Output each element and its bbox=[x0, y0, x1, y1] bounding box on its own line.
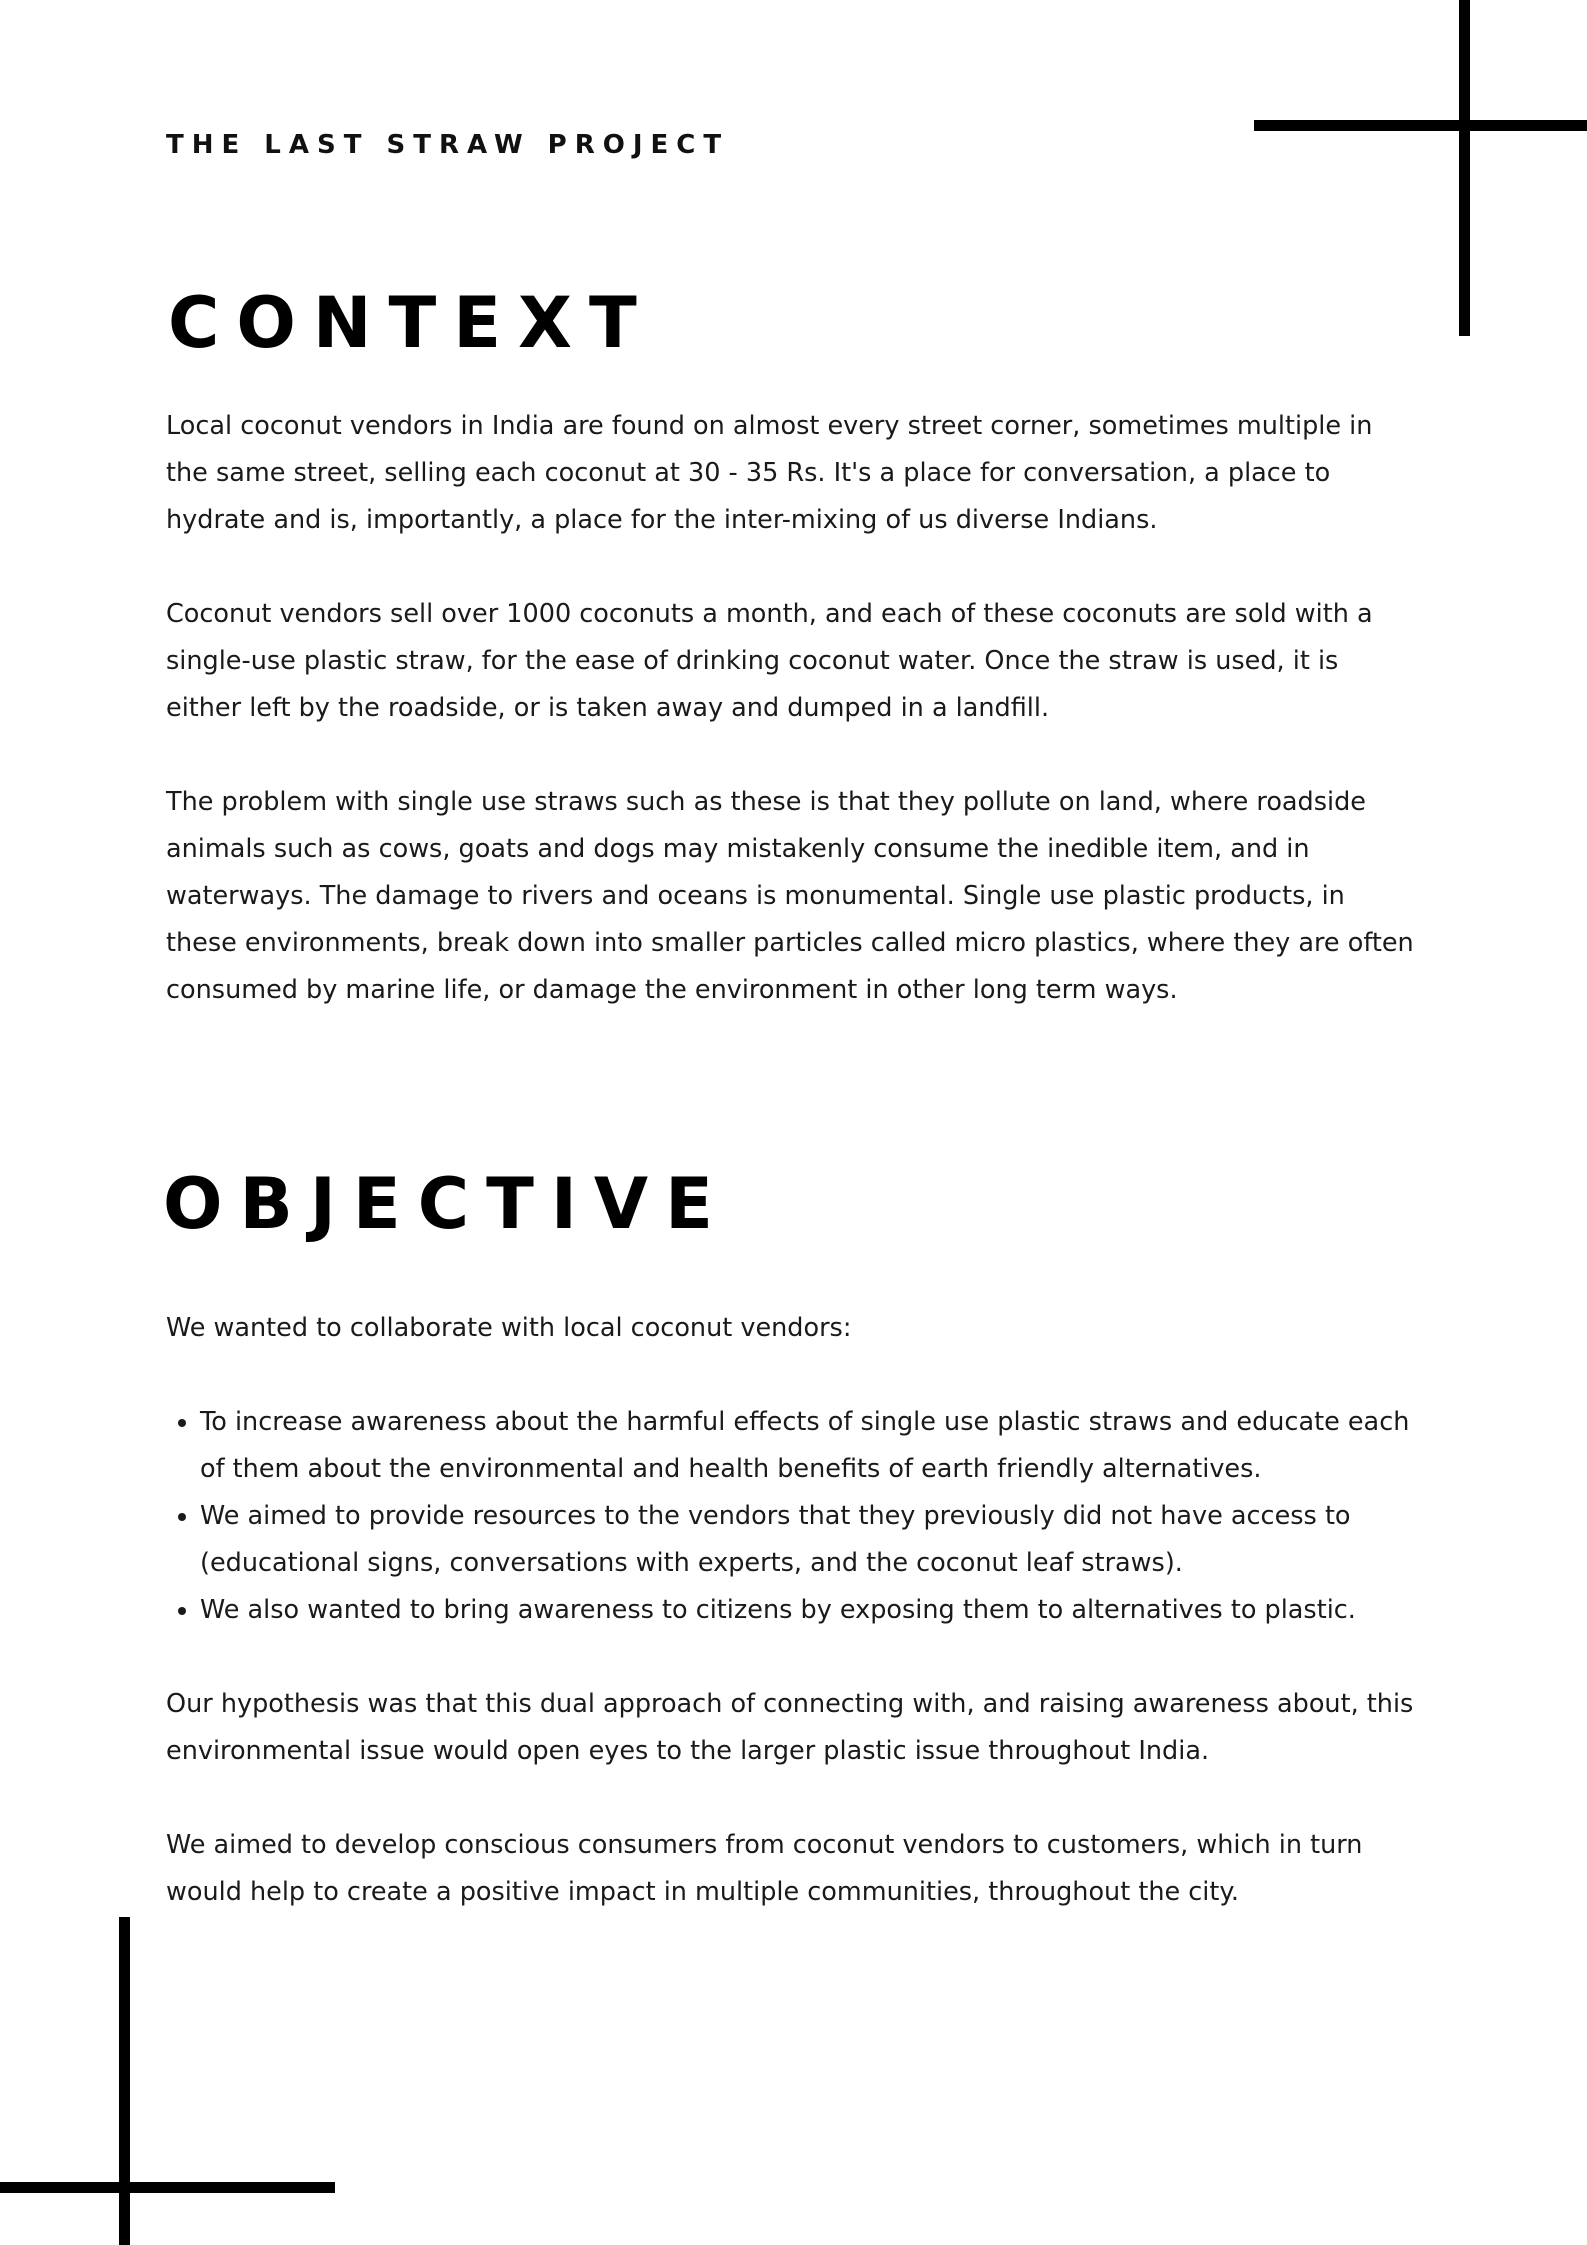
context-paragraph: Coconut vendors sell over 1000 coconuts a month, and each of these coconuts are sold with a single-use plastic straw, for the ease of drinking coconut water. Once the straw is used, it is either left by the roadside, or is taken away and dumped in a landfill. bbox=[166, 599, 1373, 723]
objective-bullet-item: We also wanted to bring awareness to citizens by exposing them to alternatives to plastic. bbox=[200, 1587, 1416, 1634]
objective-body bbox=[166, 1305, 1416, 1916]
objective-paragraph: We aimed to develop conscious consumers from coconut vendors to customers, which in turn would help to create a positive impact in multiple communities, throughout the city. bbox=[166, 1830, 1363, 1907]
bottom-left-cross-vertical-bar bbox=[119, 1917, 130, 2245]
objective-bullet-list bbox=[166, 1399, 1416, 1634]
objective-intro: We wanted to collaborate with local coconut vendors: bbox=[166, 1313, 852, 1343]
context-heading: CONTEXT bbox=[168, 282, 654, 364]
top-right-cross-vertical-bar bbox=[1459, 0, 1470, 336]
context-paragraph: Local coconut vendors in India are found on almost every street corner, sometimes multiple in the same street, selling each coconut at 30 - 35 Rs. It's a place for conversation, a place to hydrate and is, importantly, a place for the inter-mixing of us diverse Indians. bbox=[166, 411, 1373, 535]
context-body bbox=[166, 403, 1416, 1014]
objective-heading: OBJECTIVE bbox=[163, 1163, 730, 1245]
objective-bullet-item: We aimed to provide resources to the vendors that they previously did not have access to (educational signs, conversations with experts, and the coconut leaf straws). bbox=[200, 1493, 1416, 1587]
project-kicker: THE LAST STRAW PROJECT bbox=[166, 130, 730, 160]
bottom-left-cross-horizontal-bar bbox=[0, 2182, 335, 2193]
objective-bullet-item: To increase awareness about the harmful effects of single use plastic straws and educate each of them about the environmental and health benefits of earth friendly alternatives. bbox=[200, 1399, 1416, 1493]
objective-paragraph: Our hypothesis was that this dual approach of connecting with, and raising awareness about, this environmental issue would open eyes to the larger plastic issue throughout India. bbox=[166, 1689, 1414, 1766]
context-paragraph: The problem with single use straws such as these is that they pollute on land, where roadside animals such as cows, goats and dogs may mistakenly consume the inedible item, and in waterways. The damage to rivers and oceans is monumental. Single use plastic products, in these environments, break down into smaller particles called micro plastics, where they are often consumed by marine life, or damage the environment in other long term ways. bbox=[166, 787, 1414, 1005]
top-right-cross-horizontal-bar bbox=[1254, 120, 1587, 131]
